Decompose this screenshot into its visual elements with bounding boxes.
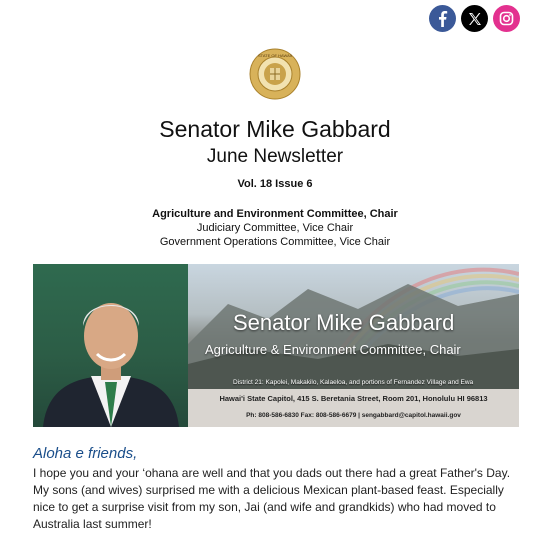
social-links — [429, 5, 520, 32]
facebook-icon — [436, 11, 450, 27]
x-icon — [468, 12, 482, 26]
newsletter-subtitle: June Newsletter — [206, 146, 344, 167]
newsletter-title: Senator Mike Gabbard — [159, 116, 391, 142]
senator-portrait-photo — [33, 264, 188, 427]
facebook-link[interactable] — [429, 5, 456, 32]
volume-issue: Vol. 18 Issue 6 — [237, 178, 313, 190]
role-chair: Agriculture and Environment Committee, Chair — [152, 208, 398, 220]
svg-text:STATE OF HAWAII: STATE OF HAWAII — [258, 53, 292, 58]
banner-senator-name: Senator Mike Gabbard — [233, 310, 455, 335]
banner-address: Hawai'i State Capitol, 415 S. Beretania Street, Room 201, Honolulu HI 96813 — [219, 394, 488, 403]
banner-district: District 21: Kapolei, Makakilo, Kalaeloa, and portions of Fernandez Village and Ewa — [233, 379, 474, 386]
role-vice-chair-government-operations: Government Operations Committee, Vice Chair — [159, 236, 391, 248]
committee-roles — [0, 207, 550, 249]
banner-contact: Ph: 808-586-6830 Fax: 808-586-6679 | sengabbard@capitol.hawaii.gov — [246, 412, 461, 419]
x-link[interactable] — [461, 5, 488, 32]
intro-paragraph: I hope you and your ‘ohana are well and that you dads out there had a great Father's Day. My sons (and wives) surprised me with a delicious Mexican plant-based feast. Especially nice to get a surprise visit from my son, Jai (and wife and grandkids) who had moved to Australia last summer! — [33, 466, 511, 531]
state-seal-logo — [249, 48, 301, 100]
senator-banner — [33, 264, 519, 427]
instagram-icon — [499, 11, 514, 26]
banner-committee-role: Agriculture & Environment Committee, Chair — [205, 342, 461, 357]
instagram-link[interactable] — [493, 5, 520, 32]
role-vice-chair-judiciary: Judiciary Committee, Vice Chair — [196, 222, 354, 234]
greeting: Aloha e friends, — [33, 445, 138, 462]
